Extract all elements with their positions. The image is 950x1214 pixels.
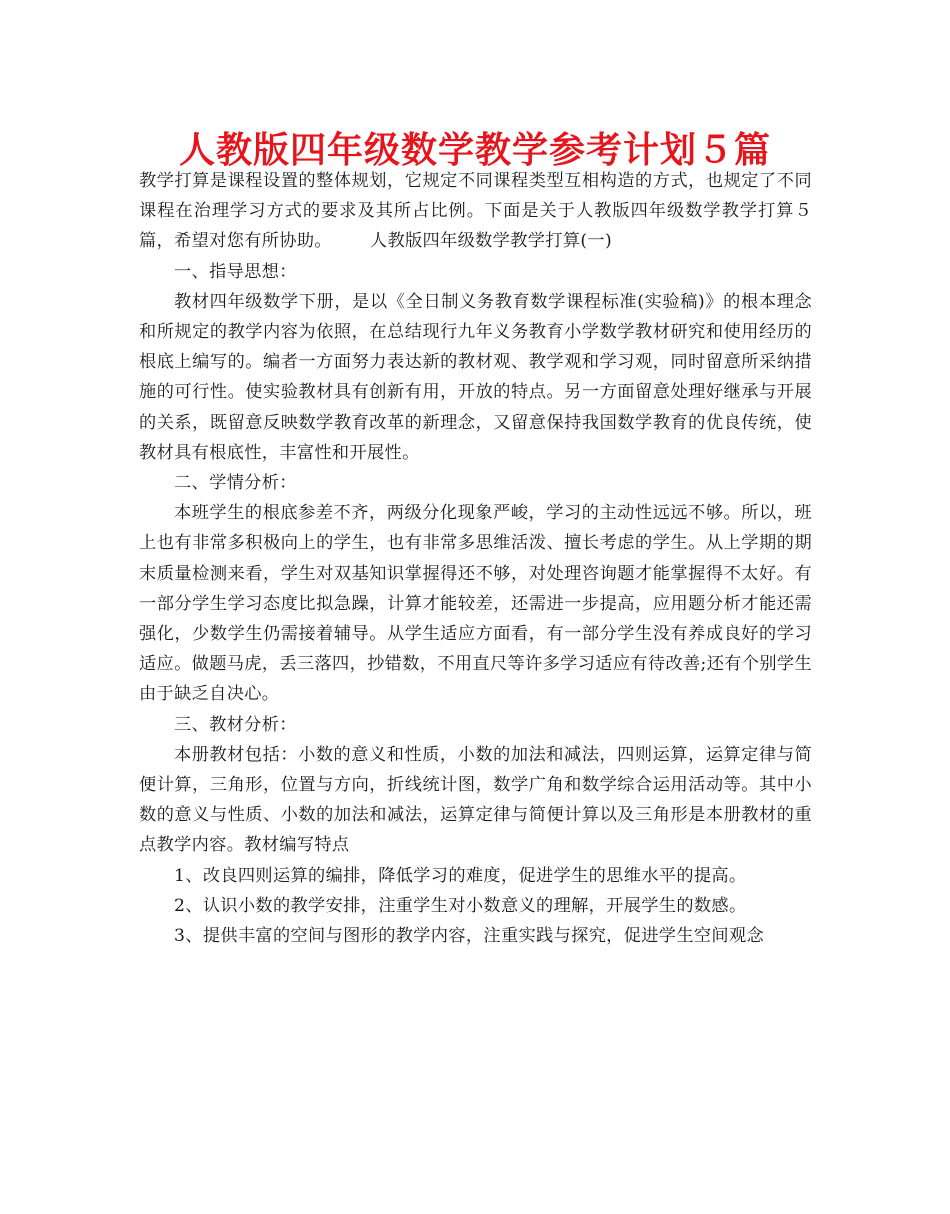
document-title: 人教版四年级数学教学参考计划５篇: [178, 130, 771, 171]
section-text-materials: 本册教材包括：小数的意义和性质，小数的加法和减法，四则运算，运算定律与简便计算，三角形，位置与方向，折线统计图，数学广角和数学综合运用活动等。其中小数的意义与性质、小数的加法和减法，运算定律与简便计算以及三角形是本册教材的重点教学内容。教材编写特点: [139, 744, 812, 856]
section-heading-students: 二、学情分析：: [174, 473, 297, 494]
intro-paragraph: [139, 166, 812, 257]
feature-item: 2、认识小数的教学安排，注重学生对小数意义的理解，开展学生的数感。: [174, 895, 747, 916]
section-text-students: 本班学生的根底参差不齐，两级分化现象严峻，学习的主动性远远不够。所以，班上也有非常多积极向上的学生，也有非常多思维活泼、擅长考虑的学生。从上学期的期末质量检测来看，学生对双基知识掌握得还不够，对处理咨询题才能掌握得不太好。有一部分学生学习态度比拟急躁，计算才能较差，还需进一步提高，应用题分析才能还需强化，少数学生仍需接着辅导。从学生适应方面看，有一部分学生没有养成良好的学习适应。做题马虎，丢三落四，抄错数，不用直尺等许多学习适应有待改善;还有个别学生由于缺乏自决心。: [139, 503, 812, 705]
feature-item: 3、提供丰富的空间与图形的教学内容，注重实践与探究，促进学生空间观念: [174, 926, 765, 947]
section-heading-materials: 三、教材分析：: [174, 714, 297, 735]
intro-text: 教学打算是课程设置的整体规划，它规定不同课程类型互相构造的方式，也规定了不同课程在治理学习方式的要求及其所占比例。下面是关于人教版四年级数学教学打算５篇，希望对您有所协助。: [139, 171, 812, 252]
section-heading-guiding: 一、指导思想：: [174, 261, 297, 282]
section-text-guiding: 教材四年级数学下册，是以《全日制义务教育数学课程标准(实验稿)》的根本理念和所规定的教学内容为依照，在总结现行九年义务教育小学数学教材研究和使用经历的根底上编写的。编者一方面努力表达新的教材观、教学观和学习观，同时留意所采纳措施的可行性。使实验教材具有创新有用，开放的特点。另一方面留意处理好继承与开展的关系，既留意反映数学教育改革的新理念，又留意保持我国数学教育的优良传统，使教材具有根底性，丰富性和开展性。: [139, 291, 812, 463]
feature-item: 1、改良四则运算的编排，降低学习的难度，促进学生的思维水平的提高。: [174, 865, 747, 886]
document-body: [139, 166, 812, 951]
plan-one-heading: 人教版四年级数学教学打算(一): [369, 231, 613, 252]
